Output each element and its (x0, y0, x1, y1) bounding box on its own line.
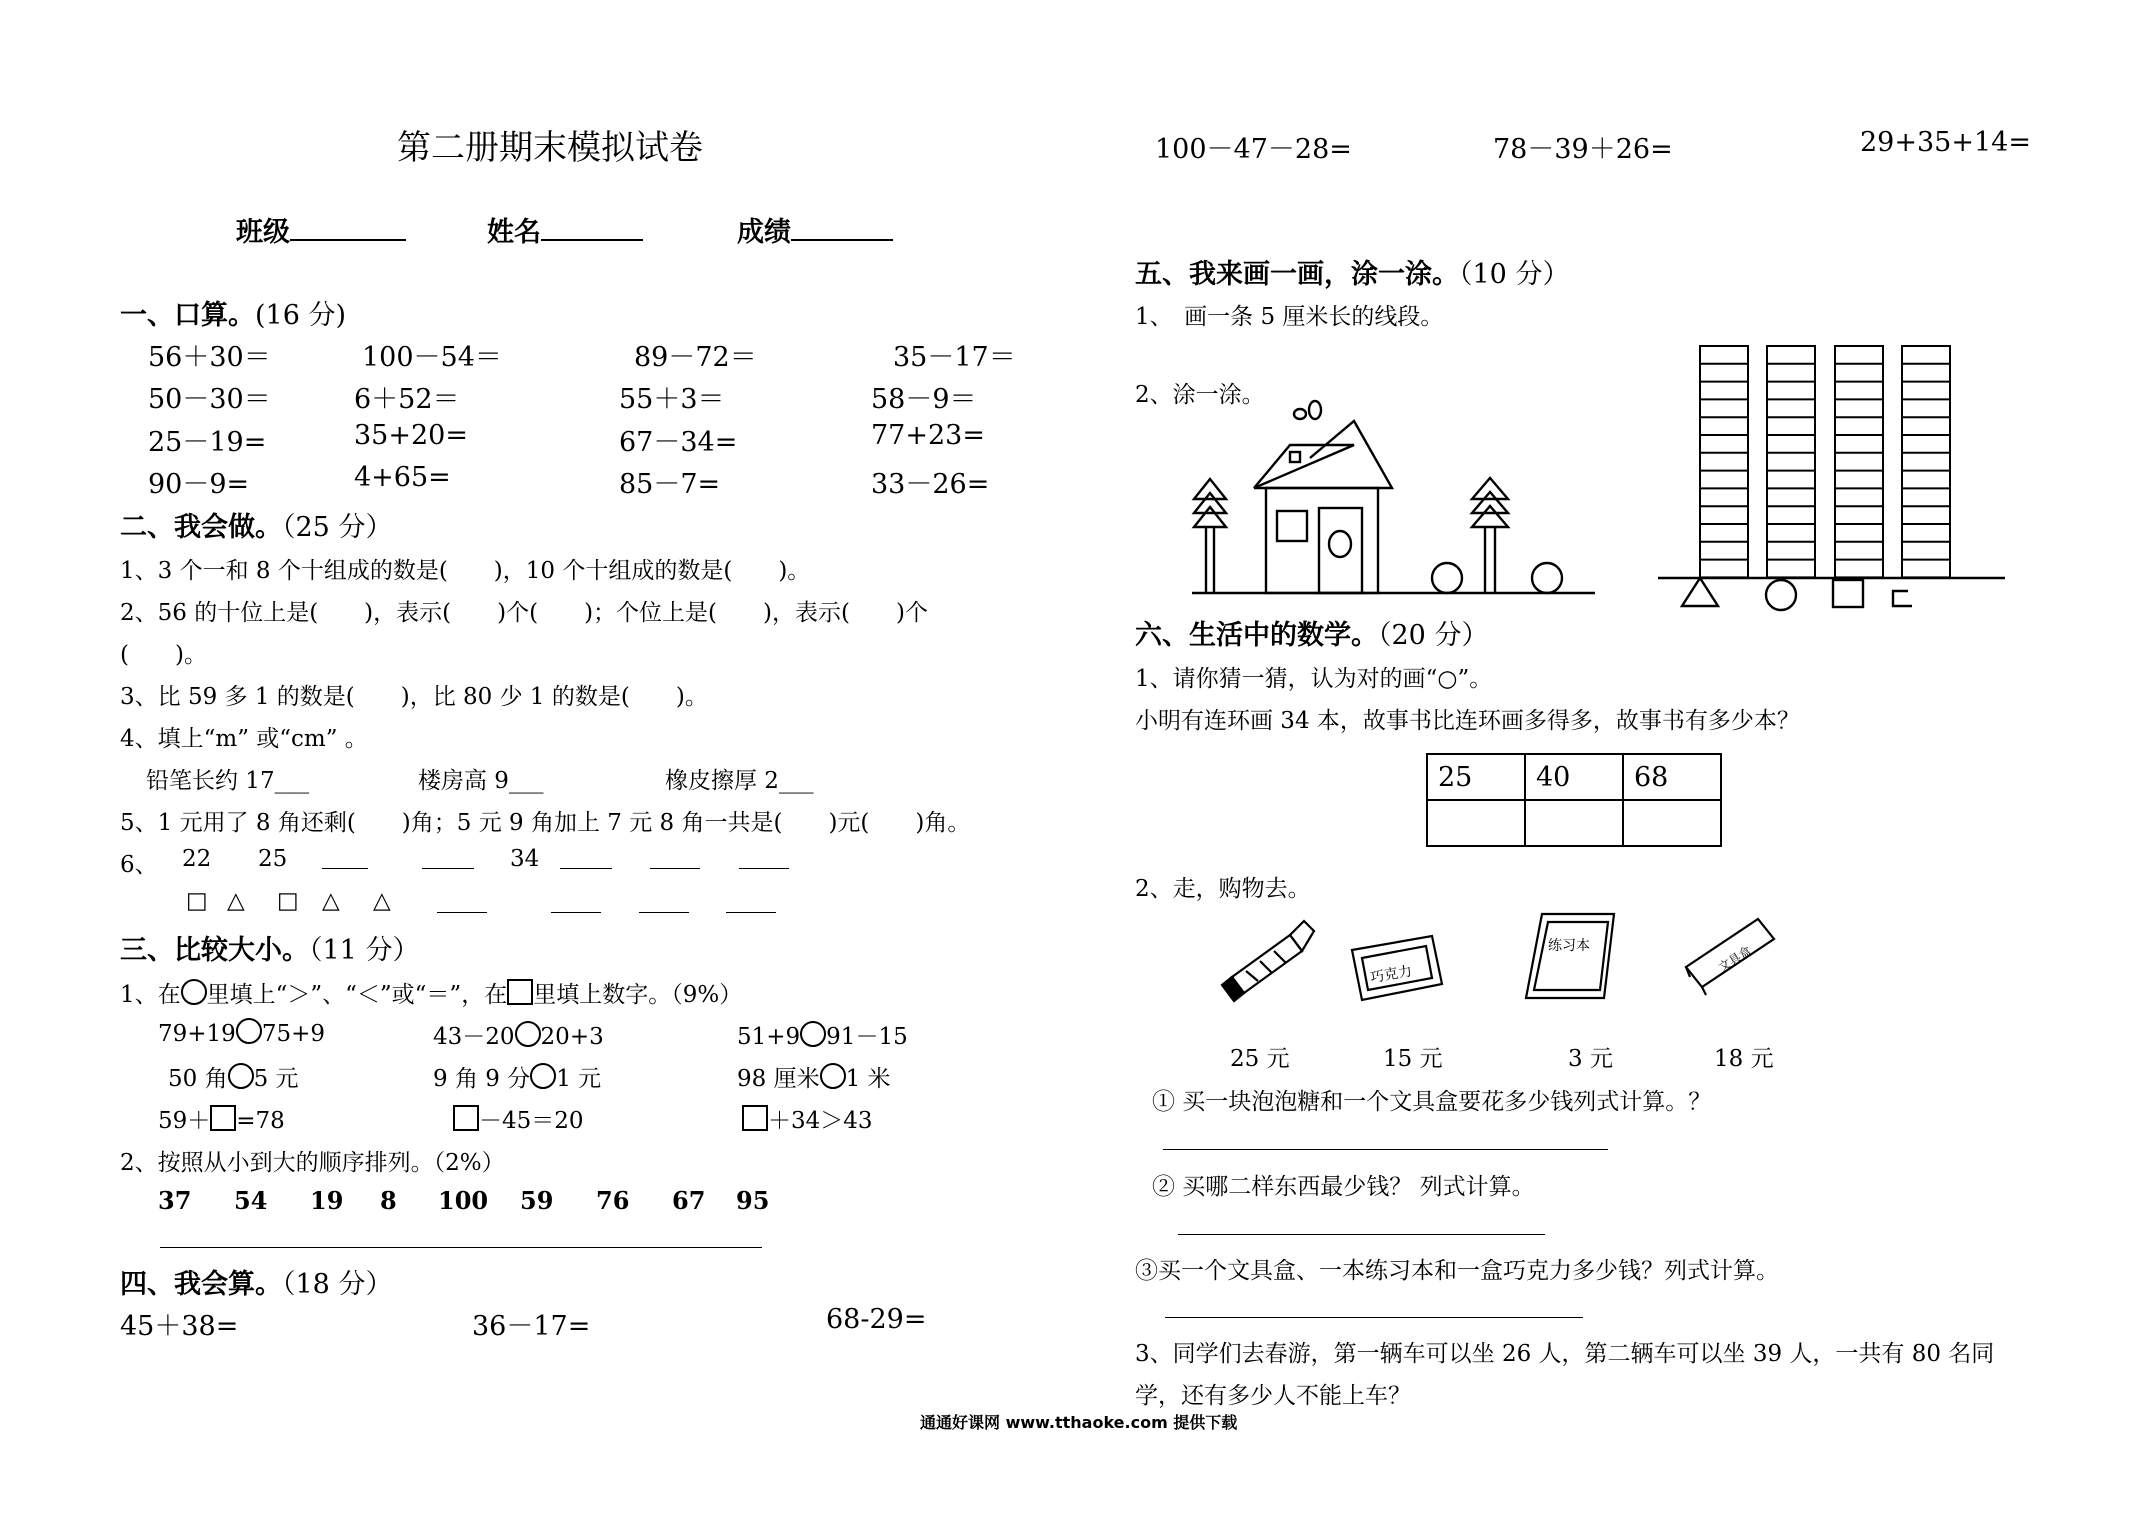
order-numbers (158, 1186, 776, 1215)
section-4-heading (120, 1262, 392, 1301)
s2-q6-blank (739, 868, 789, 869)
compare-left: 9 角 9 分 (433, 1066, 531, 1092)
compare-item (433, 1060, 601, 1093)
coloring-column[interactable] (1835, 346, 1883, 577)
score-label: 成绩 (737, 217, 791, 248)
s1-r3c1: 4+65= (354, 462, 451, 493)
coloring-column[interactable] (1767, 346, 1815, 577)
compare-right: 1 米 (845, 1066, 891, 1092)
answer-line[interactable] (160, 1247, 762, 1248)
s1-r0c3: 35－17＝ (893, 342, 1016, 373)
s1-r2c0: 25－19= (148, 427, 267, 458)
footer-credit: 通通好课网 www.tthaoke.com 提供下载 (920, 1413, 1238, 1432)
s2-q6-blank (322, 868, 368, 869)
compare-right: 91－15 (826, 1024, 908, 1050)
compare-item (433, 1018, 604, 1051)
section-1-title: 一、口算。 (120, 300, 255, 331)
s2-q6-shape: □ (186, 888, 208, 914)
name-field (487, 210, 643, 249)
fill-square[interactable] (742, 1105, 768, 1131)
s3-q1-text-b: 里填上“＞”、“＜”或“＝”，在 (206, 982, 508, 1008)
s6-sub1: ① 买一块泡泡糖和一个文具盒要花多少钱列式计算。？ (1152, 1089, 1712, 1115)
compare-left: 51+9 (737, 1024, 801, 1050)
rectangle-shape-icon (1893, 591, 1912, 606)
price-label: 15 元 (1383, 1046, 1443, 1072)
guess-answer-cell[interactable] (1427, 800, 1525, 846)
section-4-score: （18 分） (282, 1269, 393, 1300)
compare-item (737, 1018, 908, 1051)
square-symbol (507, 979, 533, 1005)
class-blank (290, 215, 406, 241)
section-4-title: 四、我会算。 (120, 1269, 282, 1300)
s1-r3c2: 85－7= (619, 469, 721, 500)
chocolate-label: 巧克力 (1369, 963, 1414, 987)
fill-item (453, 1102, 584, 1135)
s1-r0c1: 100－54＝ (362, 342, 502, 373)
order-number: 76 (596, 1186, 630, 1215)
name-blank (541, 215, 643, 241)
fill-right: =78 (236, 1108, 285, 1134)
fill-right: －45＝20 (479, 1108, 584, 1134)
section-5-score: （10 分） (1459, 259, 1570, 290)
exercise-book-label: 练习本 (1548, 938, 1590, 954)
compare-item (168, 1060, 299, 1093)
order-number: 19 (310, 1186, 344, 1215)
s1-r3c0: 90－9= (148, 469, 250, 500)
compare-right: 1 元 (556, 1066, 602, 1092)
section-1-heading (120, 293, 346, 332)
s2-q3: 3、比 59 多 1 的数是( )，比 80 少 1 的数是( )。 (120, 684, 708, 710)
s1-r2c1: 35+20= (354, 420, 468, 451)
s2-q4-building: 楼房高 9___ (418, 768, 544, 794)
square-shape-icon (1833, 580, 1863, 607)
section-5-title: 五、我来画一画，涂一涂。 (1135, 259, 1459, 290)
s1-r2c2: 67－34= (619, 427, 738, 458)
circle-symbol (181, 979, 207, 1005)
s2-q6-label: 6、 (120, 852, 158, 878)
bubble-gum-icon (1218, 915, 1318, 1005)
section-5-heading (1135, 252, 1569, 291)
fill-item (158, 1102, 285, 1135)
guess-value: 68 (1623, 754, 1721, 800)
fill-item (742, 1102, 873, 1135)
section-3-heading (120, 928, 419, 967)
section-1-score: (16 分) (255, 300, 347, 331)
s3-q1-text-c: 里填上数字。（9%） (533, 982, 743, 1008)
s6-q2: 2、走，购物去。 (1135, 876, 1311, 902)
section-2-heading (120, 505, 392, 544)
s2-q6-blank (437, 912, 487, 913)
fill-left: 59＋ (158, 1108, 211, 1134)
compare-right: 75+9 (261, 1021, 325, 1047)
s2-q4-eraser: 橡皮擦厚 2___ (665, 768, 814, 794)
compare-right: 20+3 (540, 1024, 604, 1050)
guess-value: 25 (1427, 754, 1525, 800)
s5-q2: 2、涂一涂。 (1135, 382, 1265, 408)
guess-answer-cell[interactable] (1525, 800, 1623, 846)
section-2-score: （25 分） (282, 512, 393, 543)
order-number: 95 (736, 1186, 770, 1215)
s6-sub2: ② 买哪二样东西最少钱？ 列式计算。 (1152, 1174, 1535, 1200)
score-field (737, 210, 893, 249)
section-3-title: 三、比较大小。 (120, 935, 309, 966)
s4-calc: 45＋38= (120, 1311, 239, 1342)
s1-r0c0: 56＋30＝ (148, 342, 271, 373)
compare-right: 5 元 (253, 1066, 299, 1092)
s1-r3c3: 33－26= (871, 469, 990, 500)
s2-q4-pencil: 铅笔长约 17___ (146, 768, 310, 794)
s2-q2b: ( )。 (120, 642, 207, 668)
top-calc: 29+35+14= (1860, 127, 2031, 158)
answer-line[interactable] (1165, 1317, 1583, 1318)
order-number: 8 (380, 1186, 397, 1215)
section-6-title: 六、生活中的数学。 (1135, 620, 1378, 651)
s2-q6-num-1: 22 (182, 846, 212, 872)
s2-q6-blank (551, 912, 601, 913)
name-label: 姓名 (487, 217, 541, 248)
compare-circle[interactable] (530, 1063, 556, 1089)
answer-line[interactable] (1163, 1149, 1608, 1150)
s1-r1c1: 6＋52＝ (354, 384, 460, 415)
coloring-column[interactable] (1902, 346, 1950, 577)
s1-r1c0: 50－30＝ (148, 384, 271, 415)
s2-q6-blank (422, 868, 474, 869)
compare-circle[interactable] (820, 1063, 846, 1089)
s4-calc: 36－17= (472, 1311, 591, 1342)
fill-square[interactable] (453, 1105, 479, 1131)
s1-r1c2: 55＋3＝ (619, 384, 725, 415)
page-title: 第二册期末模拟试卷 (397, 128, 703, 168)
circle-shape-icon (1766, 580, 1796, 610)
compare-left: 98 厘米 (737, 1066, 820, 1092)
s6-sub3: ③买一个文具盒、一本练习本和一盒巧克力多少钱？列式计算。 (1135, 1258, 1779, 1284)
order-number: 37 (158, 1186, 192, 1215)
s2-q1: 1、3 个一和 8 个十组成的数是( )，10 个十组成的数是( )。 (120, 558, 811, 584)
compare-item (737, 1060, 891, 1093)
top-calc: 100－47－28= (1155, 134, 1352, 165)
section-3-score: （11 分） (309, 935, 420, 966)
guess-answer-cell[interactable] (1623, 800, 1721, 846)
triangle-icon (1682, 578, 1718, 606)
compare-circle[interactable] (515, 1021, 541, 1047)
guess-row-answers (1427, 800, 1721, 846)
price-label: 18 元 (1714, 1046, 1774, 1072)
s2-q6-shape: □ (277, 888, 299, 914)
pencil-box-icon (1680, 905, 1780, 995)
order-number: 100 (438, 1186, 489, 1215)
guess-value: 40 (1525, 754, 1623, 800)
class-field (236, 210, 406, 249)
section-2-title: 二、我会做。 (120, 512, 282, 543)
s2-q6-blank (560, 868, 612, 869)
s6-q3-line1: 3、同学们去春游，第一辆车可以坐 26 人，第二辆车可以坐 39 人，一共有 80 名同 (1135, 1341, 1995, 1367)
s4-calc: 68-29= (826, 1304, 927, 1335)
score-blank (791, 215, 893, 241)
s2-q6-shape: △ (373, 888, 391, 914)
order-number: 67 (672, 1186, 706, 1215)
pencil-box-label: 文具盒 (1715, 943, 1754, 975)
s6-q1: 1、请你猜一猜，认为对的画“○”。 (1135, 666, 1493, 692)
s1-r1c3: 58－9＝ (871, 384, 977, 415)
answer-line[interactable] (1178, 1234, 1545, 1235)
section-6-heading (1135, 613, 1488, 652)
compare-item (158, 1018, 325, 1047)
compare-left: 43－20 (433, 1024, 515, 1050)
compare-left: 50 角 (168, 1066, 228, 1092)
coloring-columns (1650, 338, 2010, 628)
s2-q6-shape: △ (322, 888, 340, 914)
guess-row-values (1427, 754, 1721, 800)
s2-q5: 5、1 元用了 8 角还剩( )角；5 元 9 角加上 7 元 8 角一共是( )元( )角。 (120, 810, 971, 836)
guess-table (1426, 753, 1722, 847)
chocolate-icon (1346, 918, 1446, 1008)
s3-q1-text-a: 1、在 (120, 982, 181, 1008)
s1-r0c2: 89－72＝ (634, 342, 757, 373)
s3-q2: 2、按照从小到大的顺序排列。（2%） (120, 1150, 505, 1176)
s6-q3-line2: 学，还有多少人不能上车？ (1135, 1383, 1411, 1409)
compare-circle[interactable] (236, 1018, 262, 1044)
s2-q2: 2、56 的十位上是( )，表示( )个( )；个位上是( )，表示( )个 (120, 600, 928, 626)
price-label: 3 元 (1568, 1046, 1613, 1072)
s5-q1: 1、 画一条 5 厘米长的线段。 (1135, 304, 1444, 330)
s2-q4: 4、填上“m” 或“cm” 。 (120, 726, 368, 752)
compare-left: 79+19 (158, 1021, 236, 1047)
class-label: 班级 (236, 217, 290, 248)
s2-q6-num-3: 34 (510, 846, 540, 872)
s2-q6-blank (650, 868, 700, 869)
exercise-book-icon (1518, 910, 1618, 1000)
order-number: 54 (234, 1186, 268, 1215)
fill-square[interactable] (210, 1105, 236, 1131)
s2-q6-blank (639, 912, 689, 913)
s2-q6-num-2: 25 (258, 846, 288, 872)
compare-circle[interactable] (228, 1063, 254, 1089)
s6-q1-text: 小明有连环画 34 本，故事书比连环画多得多，故事书有多少本？ (1135, 708, 1800, 734)
compare-circle[interactable] (800, 1021, 826, 1047)
top-calc: 78－39＋26= (1493, 134, 1673, 165)
s3-q1 (120, 976, 742, 1009)
s1-r2c3: 77+23= (871, 420, 985, 451)
fill-right: ＋34＞43 (768, 1108, 873, 1134)
section-6-score: （20 分） (1378, 620, 1489, 651)
coloring-column[interactable] (1700, 346, 1748, 577)
order-number: 59 (520, 1186, 554, 1215)
price-label: 25 元 (1230, 1046, 1290, 1072)
s2-q6-blank (726, 912, 776, 913)
s2-q6-shape: △ (227, 888, 245, 914)
house-scene-drawing (1170, 396, 1610, 596)
